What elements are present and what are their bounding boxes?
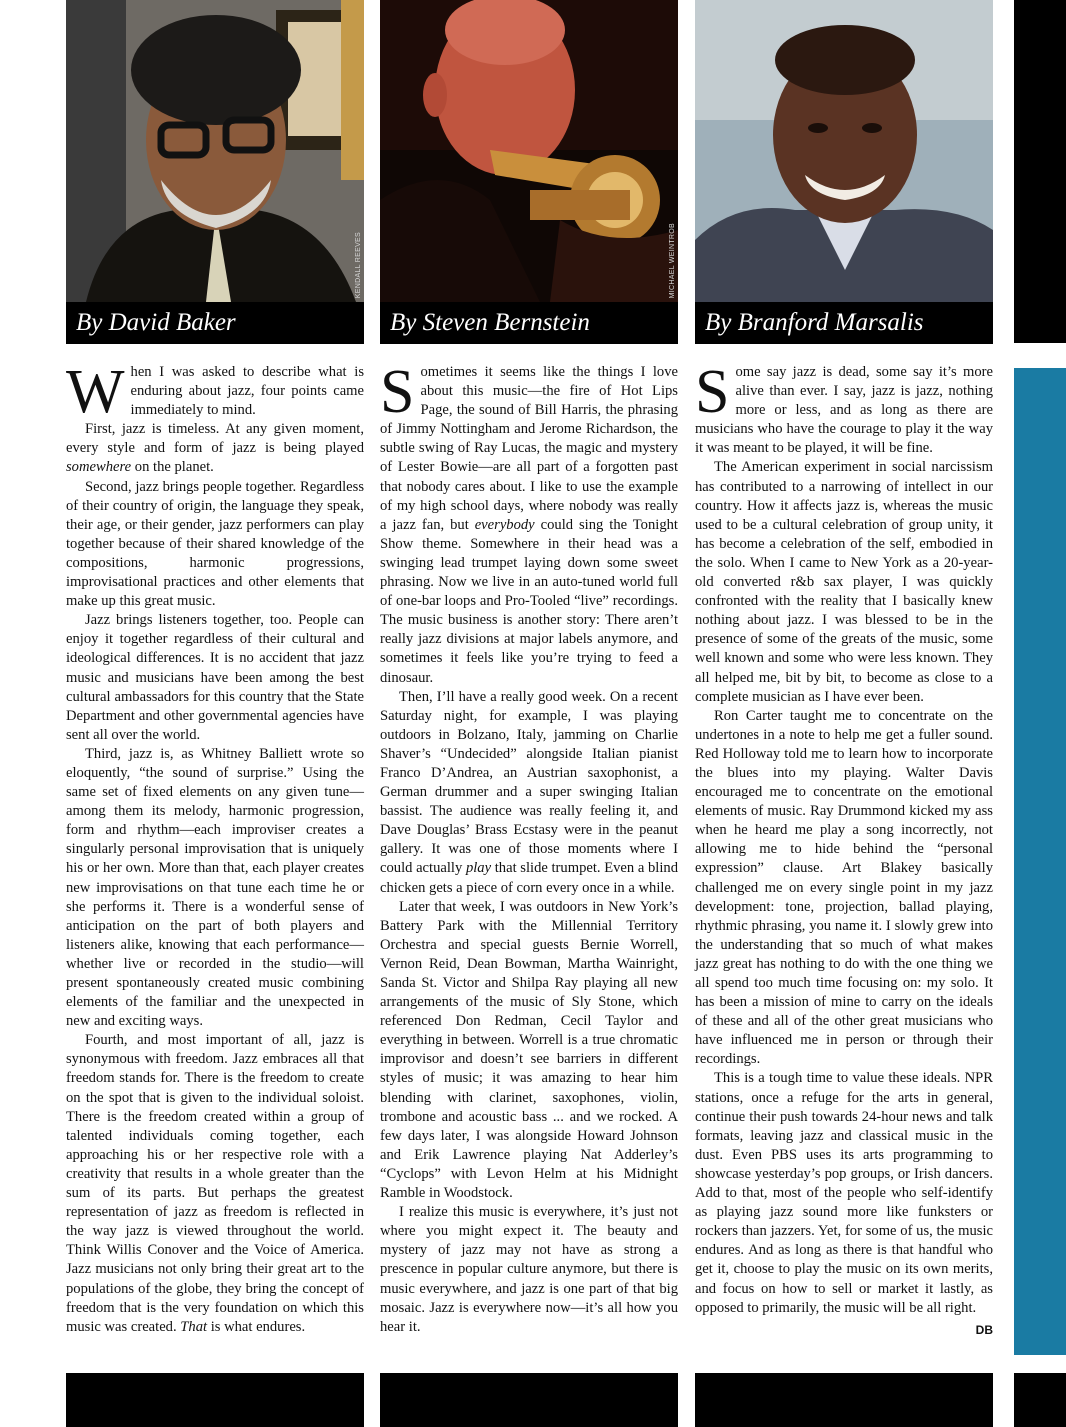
photo-credit: MICHAEL WEINTROB	[669, 222, 676, 298]
paragraph	[695, 458, 993, 706]
text-segment: hen I was asked to describe what is enduring about jazz, four points came immediately to mind.	[130, 364, 364, 419]
article-column-baker	[66, 358, 364, 1337]
text-segment: ome say jazz is dead, some say it’s more alive than ever. I say, jazz is jazz, nothing more or less, and as long as there are musicians who have the courage to play it the way it was meant to be played, it will be fine.	[695, 364, 993, 457]
photo-david-baker	[66, 0, 364, 302]
text-segment: Fourth, and most important of all, jazz is synonymous with freedom. Jazz embraces all that freedom stands for. There is the freedom to create on the spot that is given to the individual soloist. There is the freedom created within a group of talented individuals coming together, each approaching his or her respective role with a creativity that results in a whole greater than the sum of its parts. But perhaps the greatest representation of jazz as freedom is reflected in the way jazz is viewed throughout the world. Think Willis Conover and the Voice of America. Jazz musicians not only bring their great art to the populations of the globe, they bring the concept of freedom that is the very foundation on which this music was created.	[66, 1032, 364, 1335]
portrait-image	[380, 0, 678, 302]
byline-david-baker: By David Baker	[66, 302, 364, 344]
text-segment: on the planet.	[131, 459, 214, 476]
paragraph	[695, 1069, 993, 1337]
paragraph	[66, 1031, 364, 1337]
text-segment: Jazz brings listeners together, too. People can enjoy it together regardless of their cultural and ideological differences. It is no accident that jazz music and musicians have been among the best cultural ambassadors for this country that the State Department and other governmental agencies have sent all over the world.	[66, 612, 364, 743]
text-segment: I realize this music is everywhere, it’s just not where you might expect it. The beauty and mystery of jazz may not have as strong a prescence in popular culture anymore, but there is music everywhere, and jazz is one part of that big mosaic. Jazz is everywhere now—it’s all how you hear it.	[380, 1204, 678, 1335]
text-segment: Ron Carter taught me to concentrate on the undertones in a note to help me get a fuller sound. Red Holloway told me to learn how to incorporate the blues into my playing. Walter Davis encouraged me to concentrate on the emotional elements of music. Ray Drummond kicked my ass when he heard me play a song incorrectly, not allowing me to hide behind the “personal expression” clause. Art Blakey basically challenged me on every single point in my jazz development: tone, projection, ballad playing, rhythmic phrasing, you name it. I slowly grew into the understanding that so much of what makes jazz great has nothing to do with the one thing we all spend too much time focusing on: my solo. It has been a mission of mine to carry on the ideals of these and all of the other great musicians who have influenced me in person or through their recordings.	[695, 707, 993, 1068]
bottom-bar-right	[695, 1373, 993, 1427]
paragraph	[380, 898, 678, 1204]
text-segment: Then, I’ll have a really good week. On a recent Saturday night, for example, I was playing outdoors in Bolzano, Italy, jamming on Charlie Shaver’s “Undecided” alongside Italian pianist Franco D’Andrea, an Austrian saxophonist, a German drummer and a super swinging Italian bassist. The audience was really feeling it, and Dave Douglas’ Brass Ecstasy were in the peanut gallery. It was one of those moments where I could actually	[380, 688, 678, 877]
paragraph	[66, 611, 364, 745]
paragraph	[66, 745, 364, 1031]
text-segment: Later that week, I was outdoors in New York’s Battery Park with the Millennial Territory Orchestra and special guests Bernie Worrell, Vernon Reid, Dean Bowman, Martha Wainright, Sanda St. Victor and Shilpa Ray playing all new arrangements of the music of Sly Stone, which referenced Don Redman, Cecil Taylor and everything in between. Worrell is a true chromatic improvisor and doesn’t see barriers in different styles of music; it was amazing to hear him blending with clarinet, saxophones, violin, trombone and acoustic bass ... and we rocked. A few days later, I was alongside Howard Johnson and Erik Lawrence playing Nat Adderley’s “Cyclops” with Levon Helm at his Midnight Ramble in Woodstock.	[380, 898, 678, 1202]
text-segment: The American experiment in social narcissism has contributed to a narrowing of intellect in our country. How it affects jazz is, whereas the music used to be a cultural celebration of group unity, it has become a celebration of the self, embodied in the solo. When I came to New York as a 20-year-old converted r&b sax player, I was quickly confronted with the reality that I basically knew nothing about jazz. I was blessed to be in the presence of some of the greats of the music, some well known and some who were less known. They all helped me, bit by bit, to become as close to a complete musician as I have ever been.	[695, 459, 993, 705]
paragraph	[380, 1203, 678, 1337]
drop-cap: S	[695, 358, 730, 426]
text-segment: ometimes it seems like the things I love about this music—the fire of Hot Lips Page, the sound of Bill Harris, the phrasing of Jimmy Nottingham and Jerome Richardson, the subtle swing of Ray Lucas, the magic and mystery of Lester Bowie—are all part of a forgotten past that nobody cares about. I like to use the example of my high school days, where nobody was really a jazz fan, but	[380, 364, 678, 533]
edge-tab-bottom	[1014, 1373, 1066, 1427]
text-segment: could sing the Tonight Show theme. Somewhere in their head was a swinging lead trumpet laying down some sweet phrasing. Now we live in an auto-tuned world full of one-bar loops and Pro-Tooled “live” recordings. The music business is another story: There aren’t really jazz divisions at major labels anymore, and sometimes it feels like you’re trying to feed a dinosaur.	[380, 516, 678, 686]
byline-steven-bernstein: By Steven Bernstein	[380, 302, 678, 344]
drop-cap: W	[66, 358, 125, 426]
drop-cap: S	[380, 358, 415, 426]
paragraph	[695, 707, 993, 1070]
edge-tab-blue	[1014, 368, 1066, 1355]
edge-tab-top	[1014, 0, 1066, 343]
text-segment: Second, jazz brings people together. Regardless of their country of origin, the language they speak, their age, or their gender, jazz performers can play together because of their shared knowledge of the compositions, harmonic progressions, improvisational practices and other elements that make up this great music.	[66, 478, 364, 610]
article-column-bernstein	[380, 358, 678, 1337]
text-segment: This is a tough time to value these ideals. NPR stations, once a refuge for the arts in general, continue their push towards 24-hour news and talk formats, leaving jazz and classical music in the dust. Even PBS uses its arts programming to showcase yesterday’s pop groups, or Irish dancers. Add to that, most of the people who self-identify as playing jazz sound more like funksters or rockers than jazzers. Yet, for some of us, the music endures. And as long as there is that handful who get it, choose to play the music on its own merits, and focus on how to sell or market it lastly, as opposed to primarily, the music will be all right.	[695, 1070, 993, 1316]
emphasis-text: play	[465, 860, 492, 877]
paragraph	[66, 420, 364, 477]
text-segment: First, jazz is timeless. At any given moment, every style and form of jazz is being played	[66, 421, 364, 457]
photo-credit: KENDALL REEVES	[355, 231, 362, 298]
text-segment: Third, jazz is, as Whitney Balliett wrote so eloquently, “the sound of surprise.” Using the same set of fixed elements on any given tune—among them its melody, harmonic progression, form and rhythm—each improviser creates a singularly personal improvisation that is uniquely his or her own. More than that, each player creates new improvisations on that tune each time he or she performs it. There is a wonderful sense of anticipation on the part of both players and listeners alike, knowing that each performance—whether live or recorded in the studio—will present spontaneously created music combining elements of the familiar and the unexpected in new and exciting ways.	[66, 745, 364, 1030]
end-mark: DB	[975, 1322, 993, 1337]
portrait-image	[695, 0, 993, 302]
paragraph	[695, 358, 993, 458]
emphasis-text: everybody	[474, 516, 535, 533]
bottom-bar-left	[66, 1373, 364, 1427]
emphasis-text: somewhere	[66, 459, 132, 476]
article-column-marsalis	[695, 358, 993, 1340]
photo-branford-marsalis	[695, 0, 993, 302]
paragraph	[66, 358, 364, 426]
bottom-bar-center	[380, 1373, 678, 1427]
emphasis-text: That	[180, 1318, 208, 1335]
text-segment: that slide trumpet. Even a blind chicken gets a piece of corn every once in a while.	[380, 860, 678, 896]
byline-branford-marsalis: By Branford Marsalis	[695, 302, 993, 344]
photo-steven-bernstein	[380, 0, 678, 302]
paragraph	[66, 478, 364, 612]
paragraph	[380, 688, 678, 898]
paragraph	[380, 358, 678, 688]
portrait-image	[66, 0, 364, 302]
text-segment: is what endures.	[207, 1318, 306, 1335]
